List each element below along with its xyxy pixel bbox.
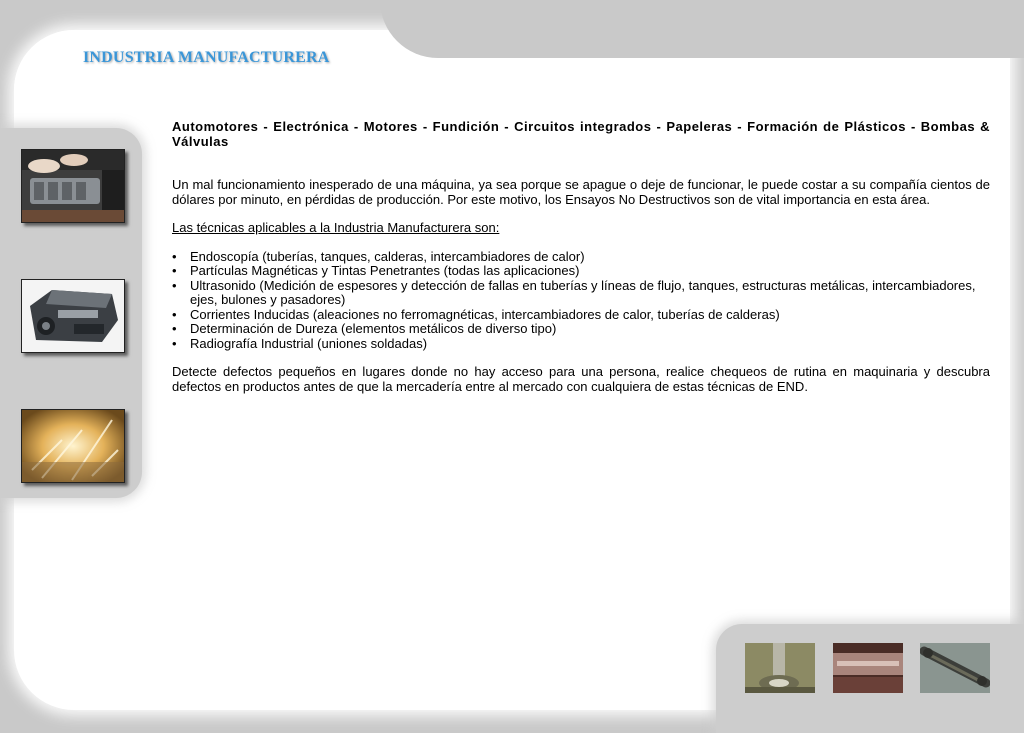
metal-bar-photo-icon: [920, 643, 990, 693]
engine-repair-photo-icon: [21, 149, 125, 223]
page-title: INDUSTRIA MANUFACTURERA: [83, 49, 330, 66]
weld-inspection-photo-icon: [745, 643, 815, 693]
metal-plate-photo-icon: [833, 643, 903, 693]
technique-magnetic-particles: • Partículas Magnéticas y Tintas Penetrantes (todas las aplicaciones): [172, 264, 990, 279]
foundry-sparks-photo-icon: [21, 409, 125, 483]
technique-eddy-currents: • Corrientes Inducidas (aleaciones no ferromagnéticas, intercambiadores de calor, tuberías de calderas): [172, 308, 990, 323]
header-gray-band: [380, 0, 1024, 58]
techniques-heading: Las técnicas aplicables a la Industria Manufacturera son:: [172, 220, 500, 235]
engine-block-photo-icon: [21, 279, 125, 353]
technique-hardness: • Determinación de Dureza (elementos metálicos de diverso tipo): [172, 322, 990, 337]
intro-paragraph: Un mal funcionamiento inesperado de una máquina, ya sea porque se apague o deje de funcionar, le puede costar a su compañía cientos de dólares por minuto, en pérdidas de producción. Por este motivo, los Ensayos No Destructivos son de vital importancia en esta área.: [172, 177, 990, 207]
technique-ultrasound: • Ultrasonido (Medición de espesores y detección de fallas en tuberías y líneas de flujo, tanques, estructuras metálicas, intercambiadores, ejes, bulones y pasadores): [172, 279, 990, 308]
technique-radiography: • Radiografía Industrial (uniones soldadas): [172, 337, 990, 352]
technique-endoscopy: • Endoscopía (tuberías, tanques, calderas, intercambiadores de calor): [172, 250, 990, 265]
main-content: [172, 120, 990, 394]
industry-sectors: Automotores - Electrónica - Motores - Fundición - Circuitos integrados - Papeleras - Formación de Plásticos - Bombas & Válvulas: [172, 119, 990, 149]
techniques-list: [172, 250, 990, 352]
closing-paragraph: Detecte defectos pequeños en lugares donde no hay acceso para una persona, realice chequeos de rutina en maquinaria y descubra defectos en productos antes de que la mercadería entre al mercado con cualquiera de estas técnicas de END.: [172, 364, 990, 394]
